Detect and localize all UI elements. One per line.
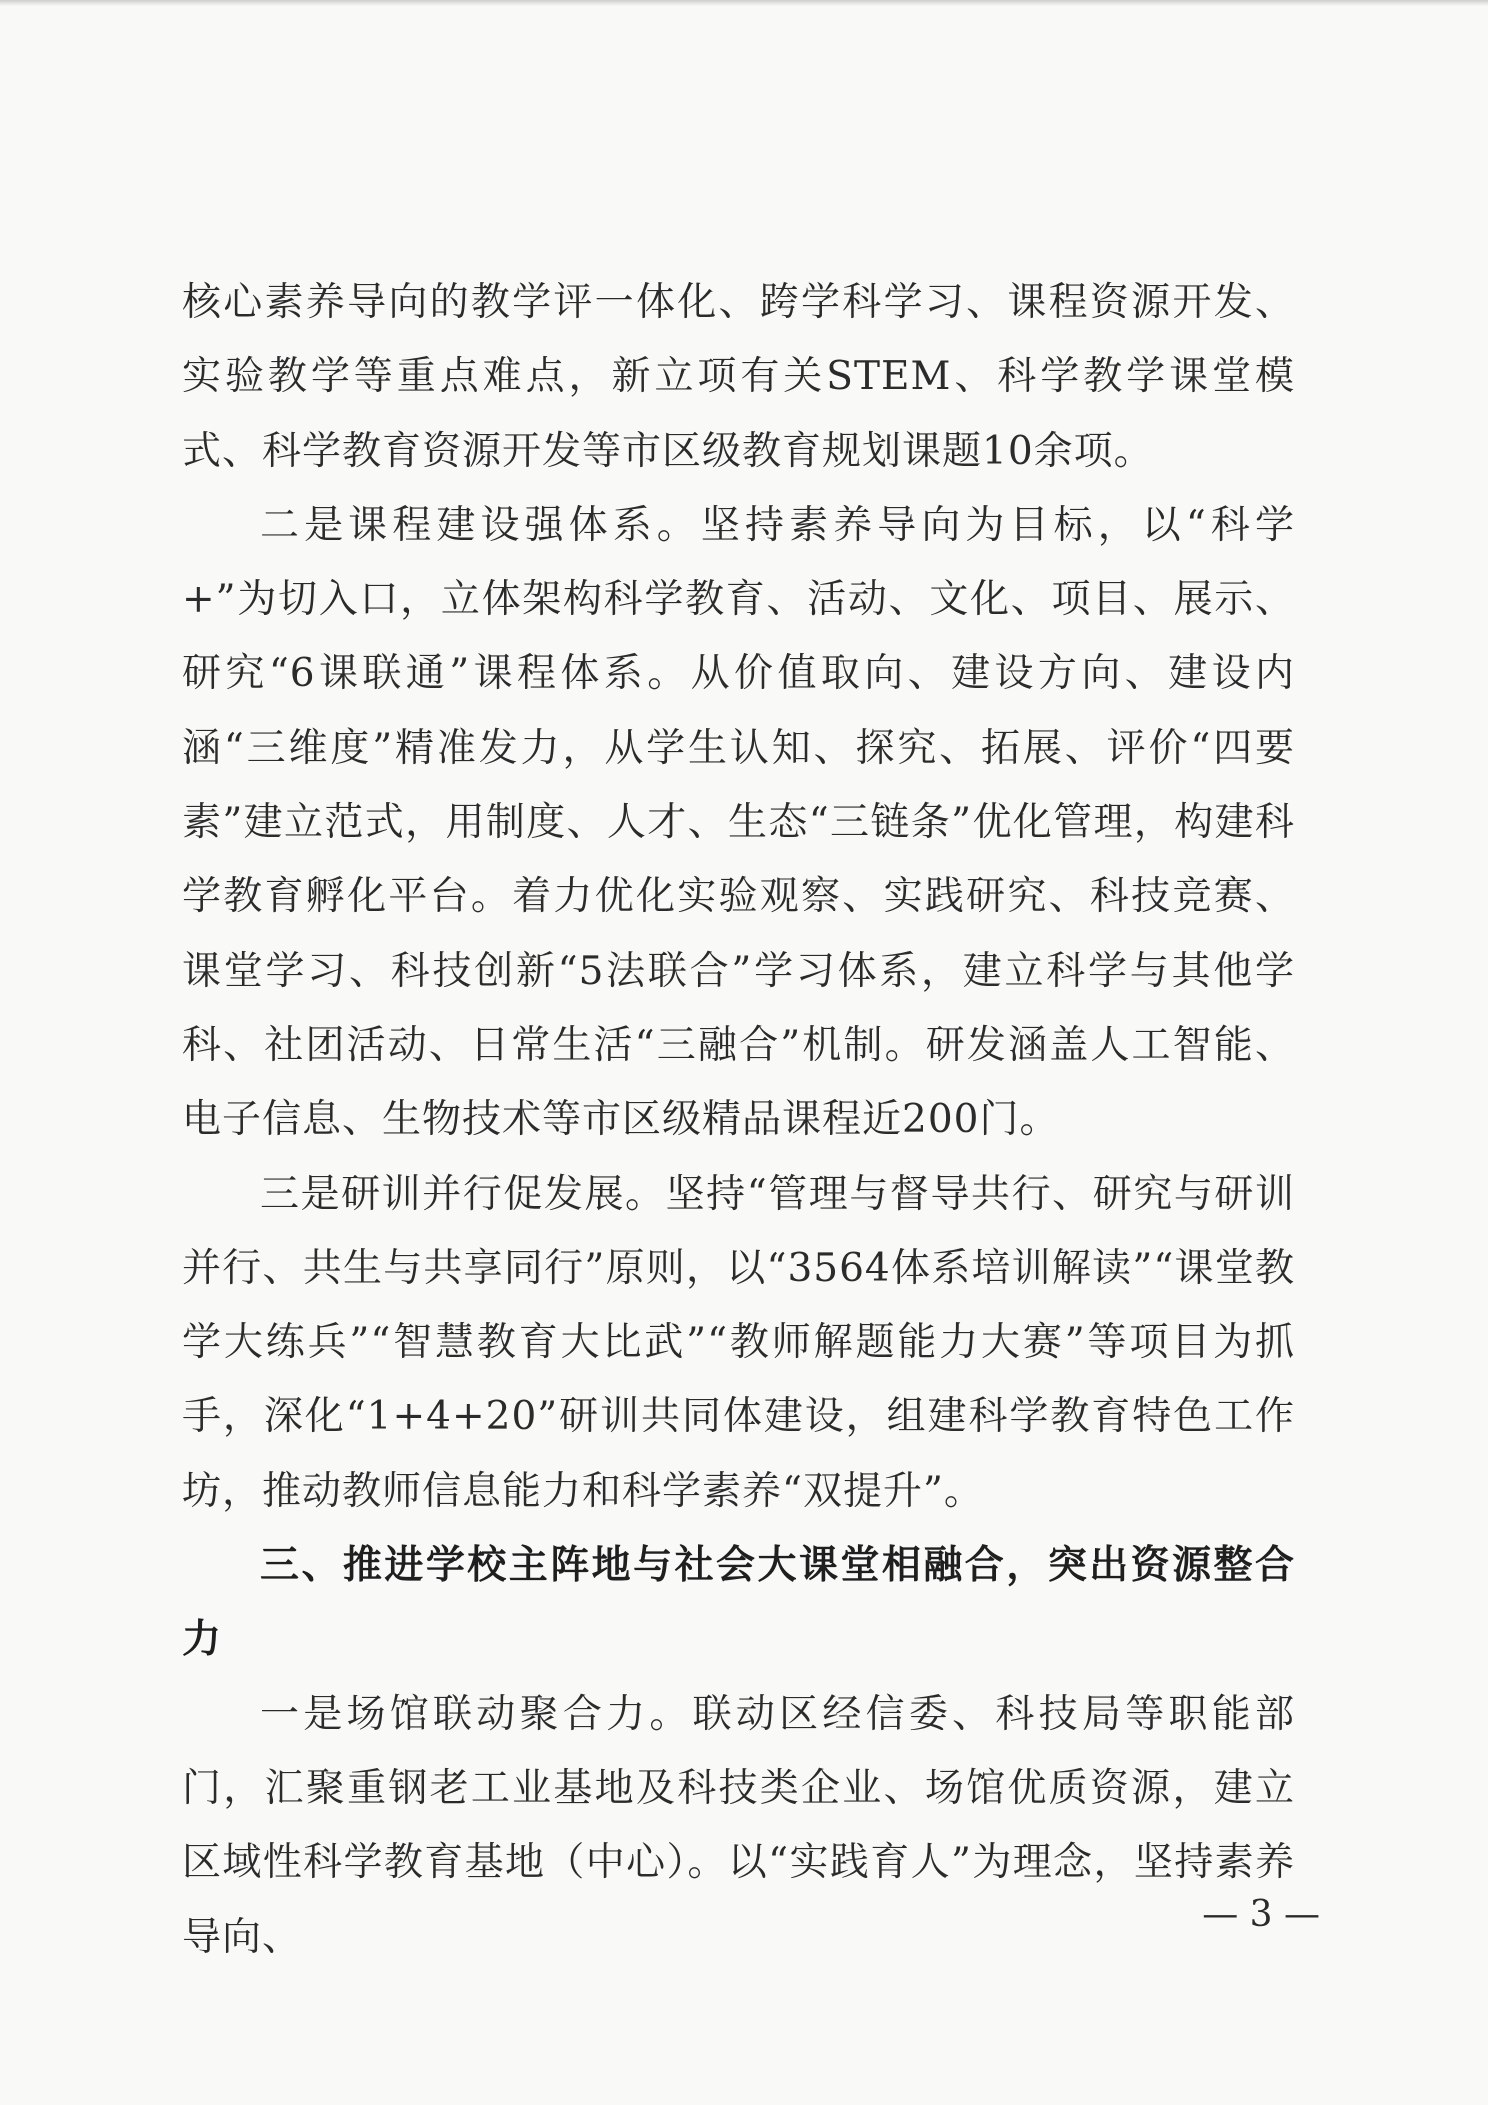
scan-edge-shadow [0, 0, 1488, 6]
document-body [182, 266, 1295, 1975]
paragraph-research-training: 三是研训并行促发展。坚持“管理与督导共行、研究与研训并行、共生与共享同行”原则，以“3564体系培训解读”“课堂教学大练兵”“智慧教育大比武”“教师解题能力大赛”等项目为抓手，深化“1+4+20”研训共同体建设，组建科学教育特色工作坊，推动教师信息能力和科学素养“双提升”。 [182, 1171, 1295, 1514]
paragraph-curriculum-system: 二是课程建设强体系。坚持素养导向为目标，以“科学+”为切入口，立体架构科学教育、活动、文化、项目、展示、研究“6课联通”课程体系。从价值取向、建设方向、建设内涵“三维度”精准发力，从学生认知、探究、拓展、评价“四要素”建立范式，用制度、人才、生态“三链条”优化管理，构建科学教育孵化平台。着力优化实验观察、实践研究、科技竞赛、课堂学习、科技创新“5法联合”学习体系，建立科学与其他学科、社团活动、日常生活“三融合”机制。研发涵盖人工智能、电子信息、生物技术等市区级精品课程近200门。 [182, 502, 1295, 1143]
paragraph-venue-linkage: 一是场馆联动聚合力。联动区经信委、科技局等职能部门，汇聚重钢老工业基地及科技类企业、场馆优质资源，建立区域性科学教育基地（中心）。以“实践育人”为理念，坚持素养导向、 [182, 1691, 1295, 1960]
page-number: — 3 — [1202, 1894, 1320, 1935]
section-heading-3: 三、推进学校主阵地与社会大课堂相融合，突出资源整合力 [182, 1543, 1295, 1663]
paragraph-continuation: 核心素养导向的教学评一体化、跨学科学习、课程资源开发、实验教学等重点难点，新立项有关STEM、科学教学课堂模式、科学教育资源开发等市区级教育规划课题10余项。 [182, 280, 1295, 474]
